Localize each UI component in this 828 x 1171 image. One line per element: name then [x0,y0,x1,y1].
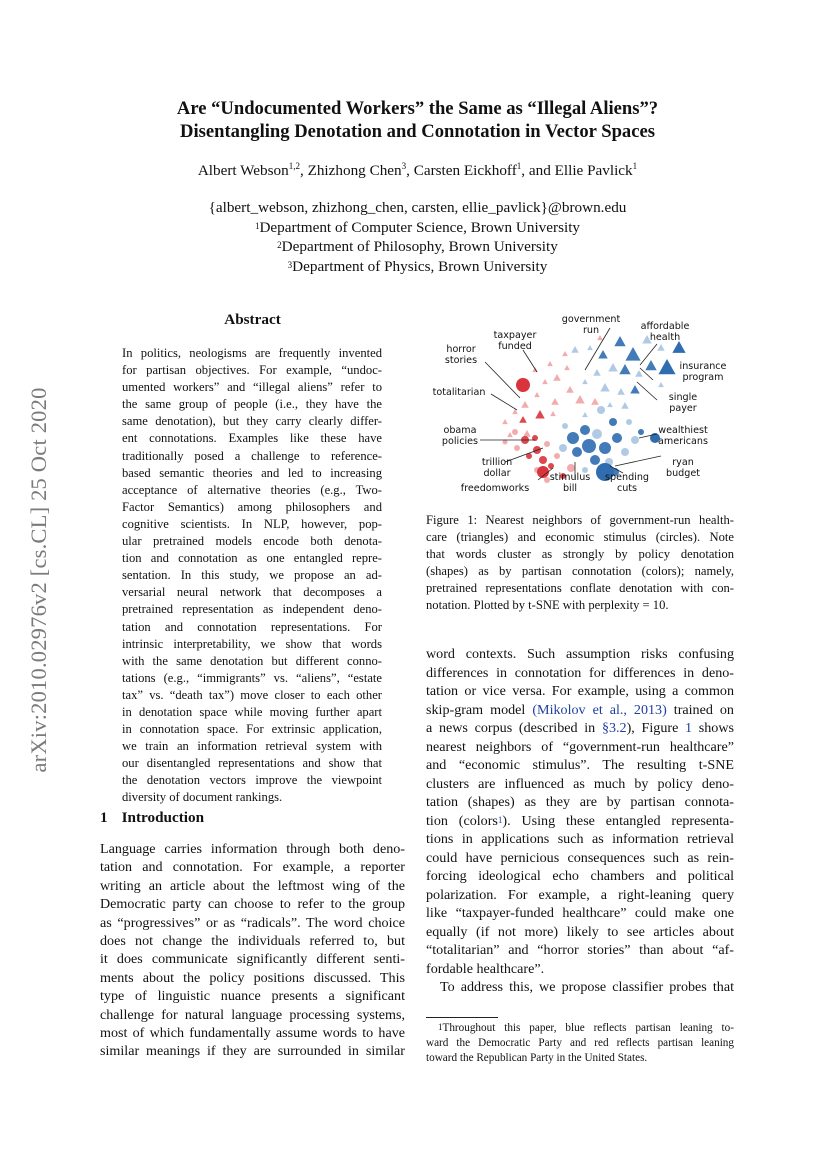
highlight-circle-totalitarian [516,378,530,392]
author-separator: , and [521,162,555,179]
figure-ref-link[interactable]: 1 [685,720,693,736]
triangle-point [534,392,540,397]
abstract-line: traditionally posed a challenge to reference- [122,448,382,463]
circle-point [580,425,590,435]
triangle-point [614,336,625,346]
intro-line: writing an article about the leftmost wing of the [100,877,405,894]
figure-1 [425,310,735,510]
footnote-rule [426,1017,498,1018]
triangle-point [591,398,599,405]
author-list [100,162,735,180]
text-line: tation (shapes) as they are by partisan connota- [426,794,734,810]
abstract-line: our disentangled representations and show that [122,756,382,771]
text-line: word contexts. Such assumption risks confusing [426,646,734,662]
triangle-point [582,379,588,384]
text-line [426,701,734,720]
circle-point [621,448,629,456]
figure-label-totalitarian: totalitarian [432,387,486,398]
affiliation-mark: 2 [277,240,282,250]
text-fragment: tion (colors [426,812,498,829]
text-fragment: trained on [666,701,734,718]
footnote-link[interactable]: 1 [497,814,503,825]
text-line: differences in connotation for differences in deno- [426,664,734,681]
text-fragment: ). Using these entangled representa- [502,812,734,829]
text-line: like “taxpayer-funded healthcare” could make one [426,905,734,921]
circle-point [512,429,518,435]
triangle-point [553,374,561,381]
citation-link[interactable]: (Mikolov et al., 2013) [532,701,667,718]
abstract-line: the same group of people (i.e., they have the [122,397,382,412]
email-line: {albert_webson, zhizhong_chen, carsten, ellie_pavlick}@brown.edu [208,199,627,216]
figure-label-wealthiest-americans: americans [658,436,708,447]
figure-label-insurance-program: insurance [679,361,727,372]
author-separator: , [406,162,414,179]
circle-point [597,406,605,414]
footnote-line: toward the Republican Party in the United States. [426,1052,648,1065]
abstract-line: with the same denotation but different conno- [122,653,382,668]
affiliations [100,198,735,276]
footnote [426,1021,734,1067]
triangle-point [547,361,553,366]
caption-line: that words cluster as strongly by policy denotation [426,547,734,561]
text-line [426,812,734,831]
figure-label-trillion-dollar: dollar [483,468,511,479]
text-line: equally (if not more) likely to see articles about [426,923,734,940]
text-line [426,719,734,738]
figure-caption [426,512,734,614]
abstract-line: for partisan objectives. For example, “undoc- [122,363,382,378]
triangle-point [575,395,585,404]
triangle-point [621,402,629,409]
intro-line: type of linguistic nuance presents a significant [100,988,405,1005]
circle-point [544,441,550,447]
title-line-1: Are “Undocumented Workers” the Same as “Illegal Aliens”? [176,98,659,119]
abstract-heading: Abstract [224,311,281,328]
triangle-point [619,364,630,374]
author-name: Albert Webson [197,162,289,179]
leader-line [491,394,517,410]
affiliation-line [100,218,735,238]
triangle-point [535,410,545,419]
figure-label-stimulus-bill: stimulus [549,472,591,483]
footnote-text: Throughout this paper, blue reflects partisan leaning to- [442,1022,734,1034]
triangle-point [617,388,625,395]
figure-label-trillion-dollar: trillion [481,457,513,468]
triangle-point [564,365,570,370]
triangle-point [630,385,640,394]
abstract-body [122,345,382,807]
title-line-2: Disentangling Denotation and Connotation in Vector Spaces [180,121,655,142]
triangle-point [608,363,618,372]
intro-line: similar meanings if they are surrounded in similar [100,1043,405,1060]
triangle-point [523,430,531,437]
text-line: nearest neighbors of “government-run healthcare” [426,738,734,755]
introduction-continued [426,645,734,997]
affiliation-line [100,237,735,257]
text-line: forcing ideological echo chambers and political [426,868,734,884]
triangle-point [551,398,559,405]
author-affil-mark: 1 [632,161,638,171]
arxiv-identifier: arXiv:2010.02976v2 [cs.CL] 25 Oct 2020 [26,387,51,773]
abstract-line: the denotation vectors improve the viewpoint [122,773,382,788]
tsne-plot [425,310,735,510]
figure-label-spending-cuts: spending [605,472,649,483]
circle-point [592,429,602,439]
abstract-line: cognitive scientists. In NLP, however, pop- [122,516,382,531]
caption-line: care (triangles) and economic stimulus (circles). Note [426,530,734,544]
leader-line [640,344,657,365]
triangle-point [521,401,529,408]
figure-label-insurance-program: program [682,372,724,383]
abstract-line: ent connotations. Examples like these have [122,431,382,446]
affiliation-text: Department of Philosophy, Brown University [281,238,558,255]
intro-line: challenge for natural language processing systems, [100,1006,405,1023]
figure-label-affordable-health: affordable [640,321,690,332]
triangle-point [562,351,568,356]
circle-point [631,436,639,444]
figure-label-single-payer: single [668,392,698,403]
triangle-point [657,344,665,351]
arxiv-sidebar [14,300,64,860]
text-line: To address this, we propose classifier probes that [440,979,734,995]
figure-label-ryan-budget: ryan [672,457,694,468]
abstract-line: in denotation space while moving further apart [122,704,382,719]
text-line: “totalitarian” and “horror stories” than about “af- [426,942,734,958]
figure-label-taxpayer-funded: funded [498,341,532,352]
intro-line: ments about the policy positions discussed. This [100,969,405,986]
text-line: fordable healthcare”. [426,960,545,977]
text-fragment: a news corpus (described in [426,720,602,736]
author-affil-mark: 1 [516,161,522,171]
introduction-body [100,840,405,1061]
figure-label-spending-cuts: cuts [616,483,638,494]
triangle-point [645,360,656,370]
abstract-line: tion and connotation as one entangled repre- [122,551,382,566]
abstract-line: umented workers” and “illegal aliens” refer to [122,380,382,395]
triangle-point [593,369,601,376]
intro-line: as “progressives” or as “radicals”. The word choice [100,914,405,931]
leader-line [637,382,657,400]
circle-point [567,432,579,444]
abstract-line: tations (e.g., “immigrants” vs. “aliens”, “estate [122,670,382,685]
abstract-line: sentation. In this study, we propose an ad- [122,568,382,583]
text-line: could have pernicious consequences such as rein- [426,849,734,866]
circle-point [562,423,568,429]
text-line: clusters are influenced as much by policy deno- [426,775,734,792]
text-fragment: ), Figure [626,720,686,736]
author-name: Carsten Eickhoff [413,162,517,179]
circle-point [548,463,554,469]
affiliation-text: Department of Physics, Brown University [292,257,548,275]
abstract-line: versarial neural network that decomposes a [122,585,382,600]
intro-line: Language carries information through both deno- [100,841,405,857]
circle-point [626,419,632,425]
triangle-point [607,402,613,407]
figure-label-ryan-budget: budget [665,468,701,479]
figure-label-freedomworks: freedomworks [460,483,530,494]
caption-line: pretrained representations conflate denotation with con- [426,581,734,595]
intro-line: tation and connotation. For example, a reporter [100,859,405,876]
footnote-line [426,1021,734,1036]
leader-line [485,362,520,398]
abstract-line: tax” vs. “death tax”) move closer to each other [122,687,382,702]
figure-label-affordable-health: health [649,332,681,343]
circle-point [572,447,582,457]
circle-point [582,439,596,453]
circle-point [638,429,644,435]
text-fragment: skip-gram model [426,701,526,718]
affiliation-text: Department of Computer Science, Brown University [259,218,581,236]
triangle-point [542,379,548,384]
author-name: Zhizhong Chen [307,162,402,179]
leader-line [523,350,537,372]
triangle-point [587,345,593,350]
abstract-line: same denotation), but they carry clearly differ- [122,414,382,429]
figure-label-government-run: run [582,325,600,336]
text-line: tions in applications such as information retrieval [426,831,734,847]
text-line: tation or vice versa. For example, using a common [426,683,734,699]
paper-title [100,97,735,143]
highlight-triangle-affordable-health [658,359,675,374]
section-heading [100,809,204,827]
text-line: and “economic stimulus”. The resulting t-SNE [426,757,734,773]
section-title: Introduction [121,809,205,826]
abstract-line: tation and connotation representations. For [122,619,382,634]
intro-line: it does communicate significantly different senti- [100,951,405,968]
triangle-point [635,370,643,377]
abstract-line: ular pretrained models encode both denota- [122,534,382,549]
caption-line: (shapes) as by partisan connotation (colors); namely, [426,564,734,578]
circle-point [609,418,617,426]
caption-line: notation. Plotted by t-SNE with perplexity = 10. [426,598,669,612]
text-fragment: shows [692,720,734,736]
triangle-point [625,347,640,361]
affiliation-line [100,257,735,277]
circle-point [590,455,600,465]
intro-line: most of which fundamentally assume words to have [100,1025,405,1042]
text-line: polarization. For example, a right-leaning query [426,886,734,903]
figure-label-single-payer: payer [669,403,697,414]
affiliation-mark: 3 [287,259,293,270]
leader-line [615,456,661,466]
caption-line: Figure 1: Nearest neighbors of government-run health- [426,513,734,527]
footnote-line: ward the Democratic Party and red reflects partisan leaning [426,1037,734,1050]
section-number: 1 [100,809,108,826]
triangle-point [571,346,579,353]
footnote-mark: 1 [438,1022,443,1032]
circle-point [559,444,567,452]
triangle-point [658,382,664,387]
triangle-point [600,383,610,392]
author-name: Ellie Pavlick [554,162,633,179]
figure-label-stimulus-bill: bill [562,483,578,494]
triangle-point [502,419,508,424]
author-affil-mark: 3 [401,161,407,171]
figure-label-wealthiest-americans: wealthiest [658,425,708,436]
intro-line: does not change the individuals referred to, but [100,933,405,950]
abstract-line: acceptance of alternative theories (e.g., Two- [122,482,382,497]
triangle-point [582,412,588,417]
section-ref-link[interactable]: §3.2 [601,720,627,736]
abstract-line: In politics, neologisms are frequently invented [122,346,382,360]
figure-label-horror-stories: stories [444,355,478,366]
circle-point [554,453,560,459]
circle-point [567,464,575,472]
author-separator: , [299,162,308,179]
abstract-line: based semantic theories and led to increasing [122,465,382,480]
figure-label-horror-stories: horror [446,344,476,355]
triangle-point [598,350,608,359]
triangle-point [566,386,574,393]
triangle-point [550,411,556,416]
circle-point [612,433,622,443]
circle-point [539,456,547,464]
circle-point [514,445,520,451]
triangle-point [507,432,513,437]
abstract-line: pretrained representation as independent deno- [122,602,382,617]
abstract-line: diversity of document rankings. [122,790,283,805]
intro-line: Democratic party can choose to refer to the group [100,896,405,913]
abstract-line: intrinsic interpretability, we show that words [122,636,382,651]
abstract-line: we train an information retrieval system with [122,739,382,754]
abstract-line: in connotation space. For extrinsic application, [122,722,382,737]
figure-label-obama-policies: policies [441,436,479,447]
circle-point [599,442,611,454]
abstract-line: Factor Semantics) among philosophers and [122,499,382,514]
author-affil-mark: 1,2 [288,161,300,171]
figure-label-taxpayer-funded: taxpayer [493,330,537,341]
affiliation-mark: 1 [254,220,260,231]
figure-label-government-run: government [561,314,621,325]
triangle-point [519,416,527,423]
figure-label-obama-policies: obama [443,425,477,436]
